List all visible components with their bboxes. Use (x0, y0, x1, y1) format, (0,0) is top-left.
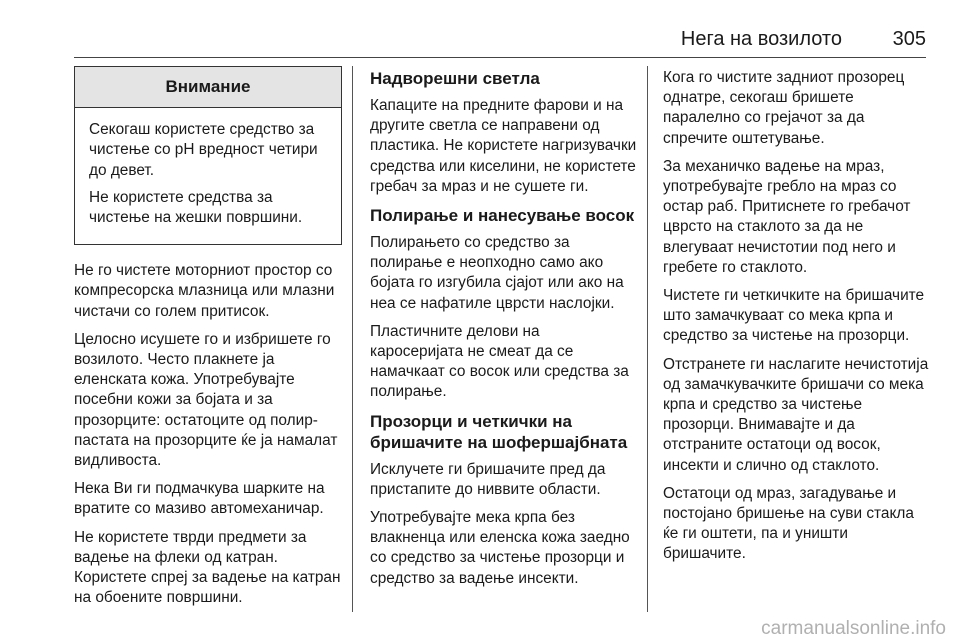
header-rule (74, 57, 926, 58)
warning-title: Внимание (75, 67, 341, 108)
col3-paragraph-1: Кога го чистите задниот прозорец однатре, секогаш бришете паралелно со грејачот за да спречите оштетување. (663, 69, 905, 147)
col2-paragraph-2: Полирањето со средство за полирање е неопходно само ако бојата го изгубила сјајот или ако на неа се нафатиле цврсти наслојки. (370, 234, 624, 312)
page-header (74, 28, 926, 58)
column-3 (663, 68, 933, 573)
col1-paragraph-4: Не користете тврди предмети за вадење на флеки од катран. Користете спреј за вадење на катран на обоените површини. (74, 528, 341, 607)
col1-paragraph-3: Нека Ви ги подмачкува шарките на вратите со мазиво автомеханичар. (74, 480, 325, 518)
column-divider-left (352, 66, 353, 612)
warning-box (74, 66, 342, 245)
col2-paragraph-5: Употребувајте мека крпа без влакненца или еленска кожа заедно со средство за чистење прозорци и средство за вадење инсекти. (370, 509, 630, 587)
warning-paragraph-2: Не користете средства за чистење на жешки површини. (89, 188, 303, 227)
heading-exterior-lights: Надворешни светла (370, 69, 540, 88)
column-2 (370, 68, 637, 597)
col1-paragraph-2: Целосно исушете го и избришете го возилото. Често плакнете ја еленската кожа. Употребувајте посебни кожи за бојата и за прозорците: остатоците од полир-пастата на прозорците ќе ја намалат видливоста. (74, 330, 338, 470)
col2-paragraph-3: Пластичните делови на каросеријата не смеат да се намачкаат со восок или средства за полирање. (370, 322, 629, 401)
column-1 (74, 66, 342, 616)
heading-windows-wipers: Прозорци и четкички на бришачите на шофершајбната (370, 411, 628, 452)
page-number: 305 (892, 28, 926, 50)
warning-paragraph-1: Секогаш користете средство за чистење со pH вредност четири до девет. (89, 121, 318, 179)
col2-paragraph-1: Капаците на предните фарови и на другите светла се направени од пластика. Не користете нагризувачки средства или киселини, не користете гребач за мраз и не сушете ги. (370, 97, 637, 195)
column-divider-right (647, 66, 648, 612)
col1-paragraph-1: Не го чистете моторниот простор со компресорска млазница или млазни чистачи со голем притисок. (74, 262, 335, 320)
warning-body (75, 108, 341, 244)
col3-paragraph-4: Отстранете ги наслагите нечистотија од замачкувачките бришачи со мека крпа и средство за чистење прозорци. Внимавајте и да отстраните остатоци од восок, инсекти и слично од стаклото. (663, 355, 929, 474)
heading-polishing-waxing: Полирање и нанесување восок (370, 206, 635, 226)
col3-paragraph-2: За механичко вадење на мраз, употребувајте гребло на мраз со остар раб. Притиснете го гребачот цврсто на стаклото за да не влегуваат нечистотии под него и гребете го стаклото. (663, 157, 911, 276)
col3-paragraph-5: Остатоци од мраз, загадување и постојано бришење на суви стакла ќе ги оштети, па и уништи бришачите. (663, 484, 914, 563)
col3-paragraph-3: Чистете ги четкичките на бришачите што замачкуваат со мека крпа и средство за чистење на прозорци. (663, 287, 925, 345)
col2-paragraph-4: Исклучете ги бришачите пред да пристапите до ниввите области. (370, 460, 606, 498)
watermark: carmanualsonline.info (761, 618, 946, 639)
header-title: Нега на возилото (680, 28, 842, 50)
